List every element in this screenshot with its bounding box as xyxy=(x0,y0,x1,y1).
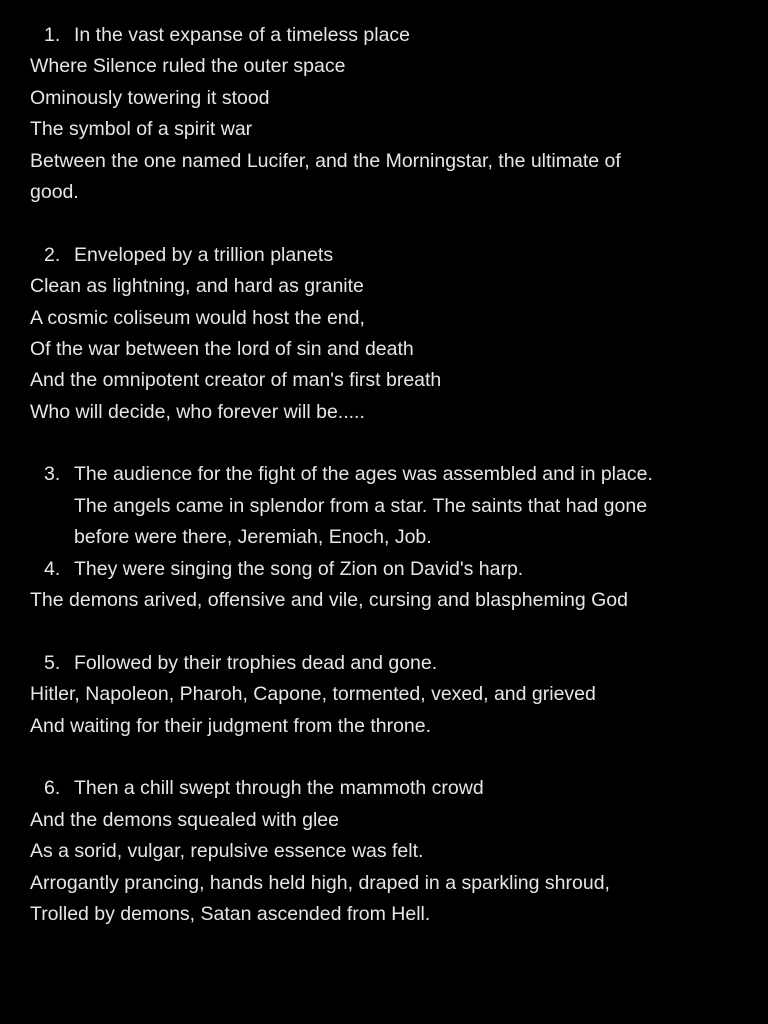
stanza-1-line-1 xyxy=(30,20,750,51)
stanza-gap xyxy=(30,616,750,647)
stanza-number: 1. xyxy=(44,24,61,46)
stanza-number: 6. xyxy=(44,777,61,800)
stanza-text: Then a chill swept through the mammoth crowd xyxy=(74,777,484,800)
stanza-2-line-6: Who will decide, who forever will be..... xyxy=(30,400,365,423)
stanza-6-line-4: Arrogantly prancing, hands held high, draped in a sparkling shroud, xyxy=(30,871,610,894)
stanza-2-line-1 xyxy=(30,240,750,271)
stanza-6-line-2: And the demons squealed with glee xyxy=(30,808,339,831)
stanza-1-line-3: Ominously towering it stood xyxy=(30,86,270,109)
stanza-1-line-4: The symbol of a spirit war xyxy=(30,118,253,141)
stanza-4 xyxy=(30,554,750,617)
stanza-2 xyxy=(30,240,750,428)
stanza-6-line-3: As a sorid, vulgar, repulsive essence was felt. xyxy=(30,840,424,863)
stanza-5 xyxy=(30,648,750,742)
stanza-number: 5. xyxy=(44,651,61,674)
stanza-2-line-4: Of the war between the lord of sin and death xyxy=(30,337,414,360)
stanza-text: The audience for the fight of the ages was assembled and in place. xyxy=(74,463,653,486)
stanza-1-line-5: Between the one named Lucifer, and the Morningstar, the ultimate of xyxy=(30,149,621,172)
stanza-5-line-1 xyxy=(30,648,750,679)
stanza-3-line-1 xyxy=(30,459,750,490)
stanza-6-line-1 xyxy=(30,773,750,804)
stanza-5-line-3: And waiting for their judgment from the throne. xyxy=(30,714,432,737)
stanza-number: 4. xyxy=(44,557,61,580)
stanza-3-line-3: before were there, Jeremiah, Enoch, Job. xyxy=(74,526,432,549)
stanza-5-line-2: Hitler, Napoleon, Pharoh, Capone, tormented, vexed, and grieved xyxy=(30,683,596,706)
stanza-text: In the vast expanse of a timeless place xyxy=(74,24,411,46)
stanza-2-line-5: And the omnipotent creator of man's first breath xyxy=(30,369,442,392)
stanza-4-line-2: The demons arived, offensive and vile, cursing and blaspheming God xyxy=(30,589,628,612)
stanza-gap xyxy=(30,428,750,459)
stanza-text: Followed by their trophies dead and gone. xyxy=(74,651,438,674)
stanza-3 xyxy=(30,459,750,553)
stanza-text: Enveloped by a trillion planets xyxy=(74,243,334,266)
poem-document xyxy=(30,20,750,930)
stanza-6-line-5: Trolled by demons, Satan ascended from Hell. xyxy=(30,902,431,925)
stanza-text: They were singing the song of Zion on David's harp. xyxy=(74,557,524,580)
stanza-gap xyxy=(30,742,750,773)
stanza-gap xyxy=(30,208,750,239)
stanza-1-line-6: good. xyxy=(30,180,79,203)
stanza-4-line-1 xyxy=(30,554,750,585)
stanza-number: 2. xyxy=(44,243,61,266)
stanza-2-line-2: Clean as lightning, and hard as granite xyxy=(30,275,364,298)
stanza-1-line-2: Where Silence ruled the outer space xyxy=(30,55,346,78)
stanza-6 xyxy=(30,773,750,930)
stanza-number: 3. xyxy=(44,463,61,486)
stanza-2-line-3: A cosmic coliseum would host the end, xyxy=(30,306,365,329)
stanza-3-line-2: The angels came in splendor from a star. The saints that had gone xyxy=(74,494,648,517)
stanza-1 xyxy=(30,20,750,208)
